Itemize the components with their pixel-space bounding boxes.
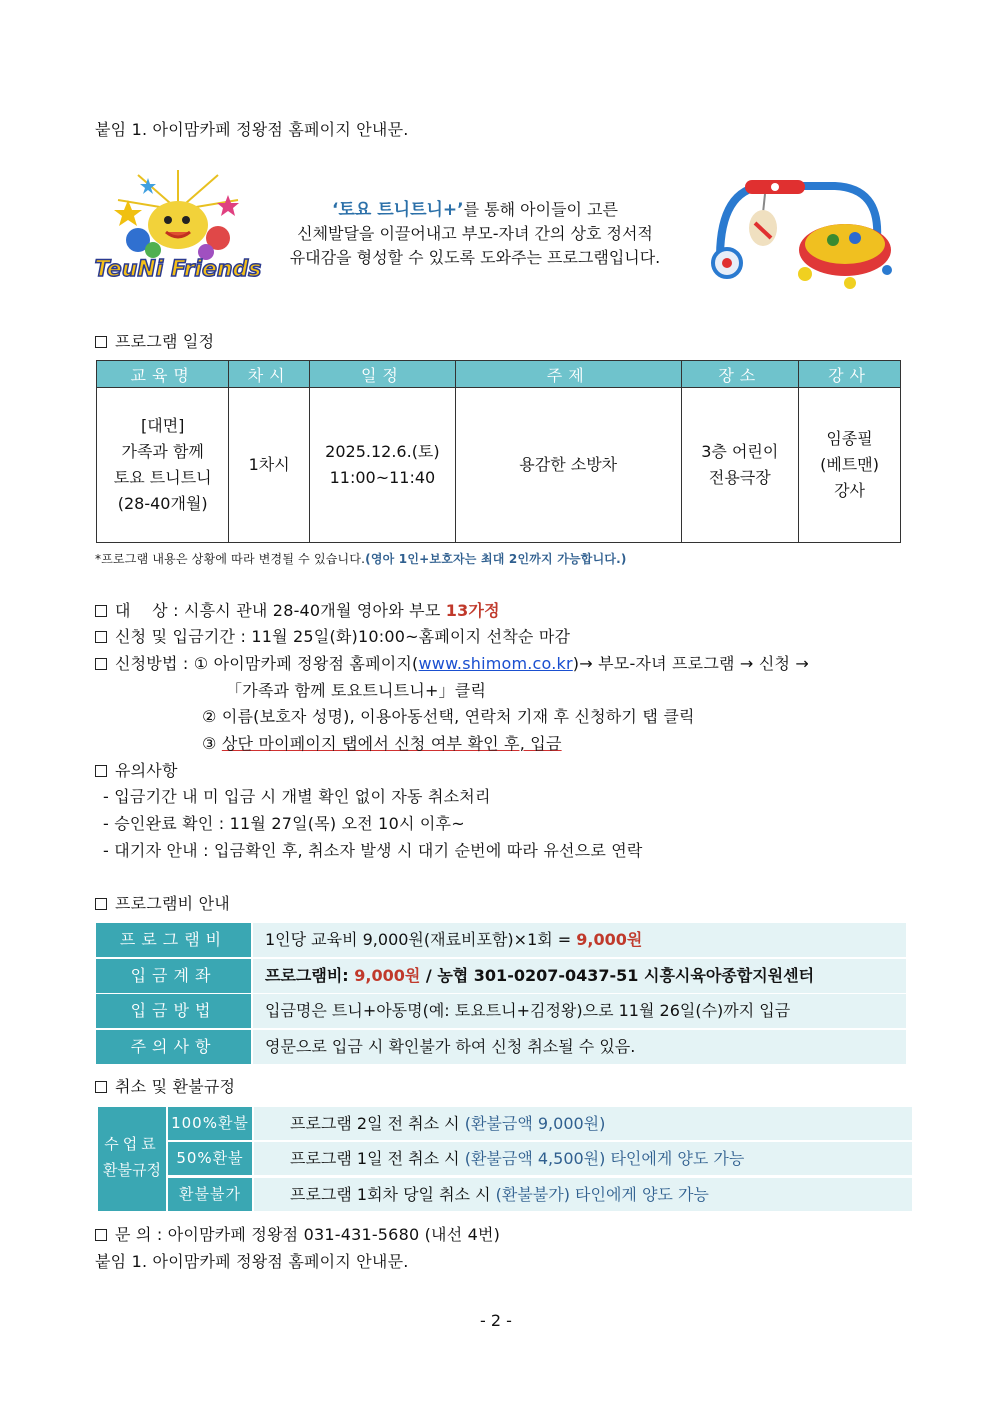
refund-heading: 취소 및 환불규정 <box>95 1074 235 1097</box>
method-line: 신청방법 : ① 아이맘카페 정왕점 홈페이지(www.shimom.co.kr)→ 부모-자녀 프로그램 → 신청 → <box>95 651 809 674</box>
attachment-title: 붙임 1. 아이맘카페 정왕점 홈페이지 안내문. <box>95 120 409 139</box>
refund-row: 100%환불 프로그램 2일 전 취소 시 (환불금액 9,000원) <box>168 1107 912 1140</box>
col-header: 장소 <box>681 361 799 388</box>
checkbox-square-icon <box>95 1229 107 1241</box>
notice-heading: 유의사항 <box>95 758 178 781</box>
method-line2: 「가족과 함께 토요트니트니+」클릭 <box>226 681 487 700</box>
method-step2: ② 이름(보호자 성명), 이용아동선택, 연락처 기재 후 신청하기 탭 클릭 <box>202 707 695 726</box>
baby-gym-toy-image <box>705 178 900 293</box>
checkbox-square-icon <box>95 898 107 910</box>
checkbox-square-icon <box>95 605 107 617</box>
fee-row: 입금계좌 프로그램비: 9,000원 / 농협 301-0207-0437-51 시흥시육아종합지원센터 <box>96 959 906 993</box>
notice-item: - 승인완료 확인 : 11월 27일(목) 오전 10시 이후~ <box>103 814 465 833</box>
col-header: 주제 <box>455 361 681 388</box>
teuni-friends-logo <box>94 170 262 288</box>
refund-main-label: 수업료 환불규정 <box>98 1107 166 1211</box>
intro-line1: 를 통해 아이들이 고른 <box>463 200 618 219</box>
schedule-note: *프로그램 내용은 상황에 따라 변경될 수 있습니다.(영아 1인+보호자는 최대 2인까지 가능합니다.) <box>95 552 627 566</box>
intro-line2: 신체발달을 이끌어내고 부모-자녀 간의 상호 정서적 <box>297 224 653 243</box>
fee-row: 프로그램비 1인당 교육비 9,000원(재료비포함)×1회 = 9,000원 <box>96 923 906 957</box>
notice-item: - 대기자 안내 : 입금확인 후, 취소자 발생 시 대기 순번에 따라 유선으로 연락 <box>103 841 643 860</box>
col-header: 일정 <box>309 361 455 388</box>
page-number: - 2 - <box>480 1311 512 1330</box>
refund-row: 환불불가 프로그램 1회차 당일 취소 시 (환불불가) 타인에게 양도 가능 <box>168 1178 912 1211</box>
period-line: 신청 및 입금기간 : 11월 25일(화)10:00~홈페이지 선착순 마감 <box>95 624 570 647</box>
notice-item: - 입금기간 내 미 입금 시 개별 확인 없이 자동 취소처리 <box>103 787 491 806</box>
col-header: 차시 <box>229 361 310 388</box>
intro-highlight: ‘토요 트니트니+’ <box>332 200 464 220</box>
logo-lettering: TeuNi Friends <box>94 257 262 282</box>
col-header: 교육명 <box>97 361 229 388</box>
course-name-cell: [대면] 가족과 함께 토요 트니트니 (28-40개월) <box>97 388 229 543</box>
checkbox-square-icon <box>95 658 107 670</box>
contact-line: 문 의 : 아이맘카페 정왕점 031-431-5680 (내선 4번) <box>95 1222 500 1245</box>
intro-text <box>255 198 695 270</box>
homepage-link[interactable]: www.shimom.co.kr <box>418 654 573 673</box>
intro-line3: 유대감을 형성할 수 있도록 도와주는 프로그램입니다. <box>289 248 661 267</box>
checkbox-square-icon <box>95 765 107 777</box>
fee-row: 주의사항 영문으로 입금 시 확인불가 하여 신청 취소될 수 있음. <box>96 1030 906 1064</box>
instructor-cell: 임종필 (베트맨) 강사 <box>799 388 901 543</box>
schedule-table <box>96 360 901 543</box>
schedule-header-row <box>97 361 901 388</box>
fee-row: 입금방법 입금명은 트니+아동명(예: 토요트니+김정왕)으로 11월 26일(수)까지 입금 <box>96 994 906 1028</box>
method-step3: ③ 상단 마이페이지 탭에서 신청 여부 확인 후, 입금 <box>202 734 562 753</box>
checkbox-square-icon <box>95 631 107 643</box>
session-cell: 1차시 <box>229 388 310 543</box>
col-header: 강사 <box>799 361 901 388</box>
schedule-row <box>97 388 901 543</box>
schedule-heading: 프로그램 일정 <box>95 329 214 352</box>
date-cell: 2025.12.6.(토) 11:00~11:40 <box>309 388 455 543</box>
checkbox-square-icon <box>95 1081 107 1093</box>
fee-heading: 프로그램비 안내 <box>95 891 230 914</box>
topic-cell: 용감한 소방차 <box>455 388 681 543</box>
refund-row: 50%환불 프로그램 1일 전 취소 시 (환불금액 4,500원) 타인에게 양도 가능 <box>168 1142 912 1175</box>
target-line: 대 상 : 시흥시 관내 28-40개월 영아와 부모 13가정 <box>95 598 500 621</box>
place-cell: 3층 어린이 전용극장 <box>681 388 799 543</box>
checkbox-square-icon <box>95 336 107 348</box>
footer-title: 붙임 1. 아이맘카페 정왕점 홈페이지 안내문. <box>95 1252 409 1271</box>
